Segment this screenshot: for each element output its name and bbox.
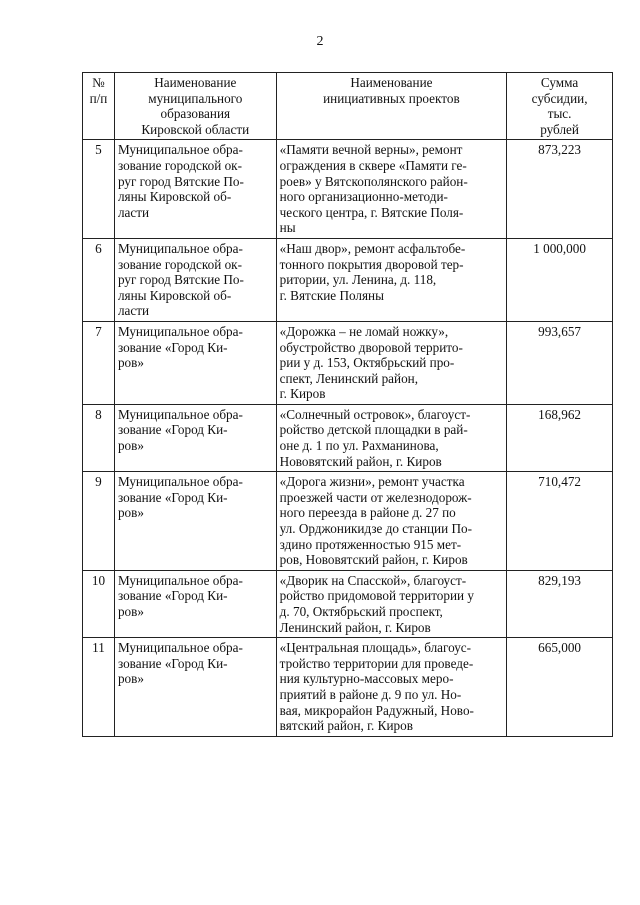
table-row <box>83 472 613 571</box>
row-num: 11 <box>83 638 115 737</box>
row-municipality: Муниципальное обра- зование городской ок- руг город Вятские По- ляны Кировской об- ласти <box>114 140 276 239</box>
row-num: 10 <box>83 570 115 637</box>
header-num: № п/п <box>83 73 115 140</box>
page-number: 2 <box>316 34 324 49</box>
header-sum: Сумма субсидии, тыс. рублей <box>507 73 613 140</box>
row-project: «Солнечный островок», благоуст- ройство детской площадки в рай- оне д. 1 по ул. Рахманинова, Нововятский район, г. Киров <box>276 404 506 471</box>
table-row <box>83 404 613 471</box>
row-sum: 873,223 <box>507 140 613 239</box>
row-project: «Наш двор», ремонт асфальтобе- тонного покрытия дворовой тер- ритории, ул. Ленина, д. 118, г. Вятские Поляны <box>276 238 506 321</box>
row-project: «Памяти вечной верны», ремонт ограждения в сквере «Памяти ге- роев» у Вятскополянского район- ного организационно-методи- ческого центра, г. Вятские Поля- ны <box>276 140 506 239</box>
row-sum: 168,962 <box>507 404 613 471</box>
table-row <box>83 140 613 239</box>
row-num: 5 <box>83 140 115 239</box>
row-sum: 829,193 <box>507 570 613 637</box>
row-project: «Дворик на Спасской», благоуст- ройство придомовой территории у д. 70, Октябрьский проспект, Ленинский район, г. Киров <box>276 570 506 637</box>
row-project: «Дорожка – не ломай ножку», обустройство дворовой террито- рии у д. 153, Октябрьский про- спект, Ленинский район, г. Киров <box>276 321 506 404</box>
row-project: «Центральная площадь», благоус- тройство территории для проведе- ния культурно-массовых меро- приятий в районе д. 9 по ул. Но- вая, микрорайон Радужный, Ново- вятский район, г. Киров <box>276 638 506 737</box>
table-row <box>83 570 613 637</box>
row-sum: 710,472 <box>507 472 613 571</box>
header-project: Наименование инициативных проектов <box>276 73 506 140</box>
table-row <box>83 238 613 321</box>
row-num: 7 <box>83 321 115 404</box>
header-municipality: Наименование муниципального образования Кировской области <box>114 73 276 140</box>
table-header-row <box>83 73 613 140</box>
row-project: «Дорога жизни», ремонт участка проезжей части от железнодорож- ного переезда в районе д. 27 по ул. Орджоникидзе до станции По- здино протяженностью 915 мет- ров, Нововятский район, г. Киров <box>276 472 506 571</box>
row-sum: 993,657 <box>507 321 613 404</box>
row-sum: 665,000 <box>507 638 613 737</box>
row-num: 9 <box>83 472 115 571</box>
table-row <box>83 321 613 404</box>
row-municipality: Муниципальное обра- зование городской ок- руг город Вятские По- ляны Кировской об- ласти <box>114 238 276 321</box>
row-sum: 1 000,000 <box>507 238 613 321</box>
row-municipality: Муниципальное обра- зование «Город Ки- ров» <box>114 638 276 737</box>
subsidy-table <box>82 72 613 737</box>
row-municipality: Муниципальное обра- зование «Город Ки- ров» <box>114 570 276 637</box>
table-row <box>83 638 613 737</box>
row-num: 8 <box>83 404 115 471</box>
row-municipality: Муниципальное обра- зование «Город Ки- ров» <box>114 472 276 571</box>
row-num: 6 <box>83 238 115 321</box>
row-municipality: Муниципальное обра- зование «Город Ки- ров» <box>114 404 276 471</box>
row-municipality: Муниципальное обра- зование «Город Ки- ров» <box>114 321 276 404</box>
